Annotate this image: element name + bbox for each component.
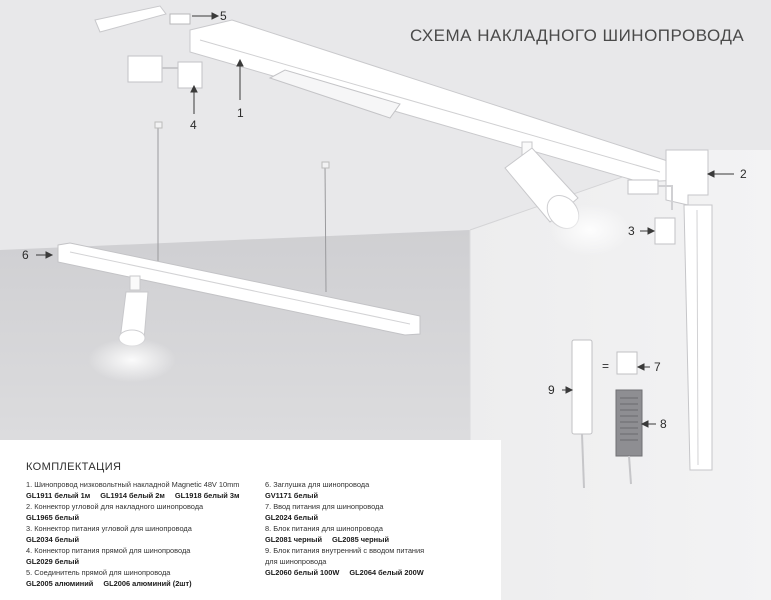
item-6-code: GV1171 белый [265, 491, 318, 500]
item-9-codes [265, 567, 434, 578]
item-4-codes [26, 556, 249, 567]
item-8-code: GL2081 черный [265, 535, 322, 544]
callout-9: 9 [548, 383, 555, 397]
callout-7: 7 [654, 360, 661, 374]
item-9-label: 9. Блок питания внутренний с вводом питания [265, 546, 425, 555]
callout-3: 3 [628, 224, 635, 238]
callout-6: 6 [22, 248, 29, 262]
item-2-label: 2. Коннектор угловой для накладного шинопровода [26, 502, 204, 511]
item-9-code: GL2060 белый 100W [265, 568, 340, 577]
callout-5: 5 [220, 9, 227, 23]
item-5-code: GL2006 алюминий (2шт) [103, 579, 192, 588]
item-2-code: GL1965 белый [26, 513, 79, 522]
item-9-label-cont: для шинопровода [265, 557, 327, 566]
item-1-code: GL1911 белый 1м [26, 491, 91, 500]
item-3-code: GL2034 белый [26, 535, 79, 544]
item-1-code: GL1918 белый 3м [174, 491, 240, 500]
item-8-label: 8. Блок питания для шинопровода [265, 524, 383, 533]
callout-1: 1 [237, 106, 244, 120]
item-4-code: GL2029 белый [26, 557, 79, 566]
item-6-codes [265, 490, 434, 501]
straight-joiner [170, 14, 190, 24]
item-8-code: GL2085 черный [332, 535, 389, 544]
item-7-codes [265, 512, 434, 523]
callout-2: 2 [740, 167, 747, 181]
item-2-codes [26, 512, 249, 523]
equipment-heading: КОМПЛЕКТАЦИЯ [26, 461, 122, 473]
item-8-codes [265, 534, 434, 545]
item-3-label: 3. Коннектор питания угловой для шинопровода [26, 524, 192, 533]
item-3-codes [26, 534, 249, 545]
equipment-column-right [265, 479, 434, 578]
item-5-code: GL2005 алюминий [26, 579, 94, 588]
item-9-code: GL2064 белый 200W [349, 568, 424, 577]
diagram-title: СХЕМА НАКЛАДНОГО ШИНОПРОВОДА [410, 26, 745, 45]
power-input [617, 352, 637, 374]
item-1-label: 1. Шинопровод низковольтный накладной Magnetic 48V 10mm [26, 480, 240, 489]
callout-8: 8 [660, 417, 667, 431]
equals-sign: = [602, 359, 610, 373]
item-1-code: GL1914 белый 2м [100, 491, 165, 500]
item-5-codes [26, 578, 249, 589]
item-5-label: 5. Соединитель прямой для шинопровода [26, 568, 171, 577]
item-1-codes [26, 490, 249, 501]
callout-4: 4 [190, 118, 197, 132]
item-7-code: GL2024 белый [265, 513, 318, 522]
item-7-label: 7. Ввод питания для шинопровода [265, 502, 384, 511]
item-4-label: 4. Коннектор питания прямой для шинопровода [26, 546, 191, 555]
equipment-column-left [26, 479, 249, 589]
item-6-label: 6. Заглушка для шинопровода [265, 480, 370, 489]
